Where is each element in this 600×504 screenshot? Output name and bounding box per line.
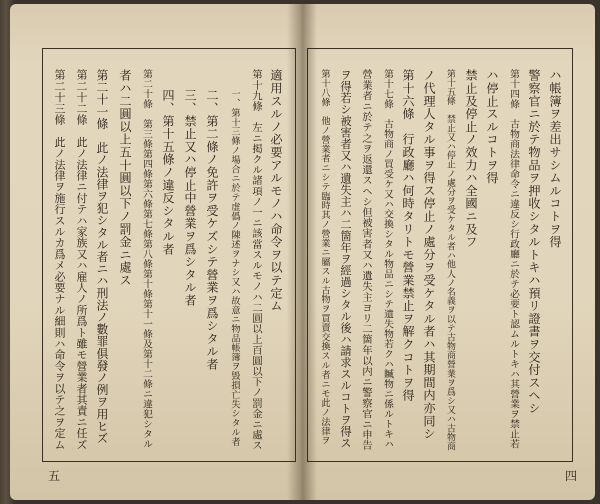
article-15-cont: ノ代理人タル事ヲ得ス停止ノ處分ヲ受ケタル者ハ其期間内亦同シ: [422, 69, 436, 441]
text-column: 禁止及停止ノ效力ハ全國ニ及フ: [464, 69, 478, 249]
article-20-cont: 者ハ二圓以上五十圓以下ノ罰金ニ處ス: [118, 69, 132, 287]
left-page: [10, 4, 301, 500]
article-19: 第十九條 左ニ掲クル諸項ノ一ニ該當スルモノハ二圓以上百圓以下ノ罰金ニ處ス: [250, 69, 262, 451]
page-number: 五: [48, 469, 61, 483]
article-17-cont: 營業者ニ於テ之ヲ返還スヘシ但被害者又ハ遺失主ヨリ二箇年以内ニ警察官ニ申告: [360, 69, 372, 451]
page-number: 四: [565, 469, 578, 483]
article-19-item-1: 一、第十三條ノ場合ニ於テ虚僞ノ陳述ヲナシ又ハ故意ニ物品帳簿ヲ毀損亡失シタル者: [229, 89, 240, 447]
article-23: 第二十三條 此ノ法律ヲ施行スルカ爲メ必要ナル細則ハ命令ヲ以テ之ヲ定ム: [53, 69, 66, 450]
article-16: 第十六條 行政廳ハ何時タリトモ營業禁止ヲ解クコトヲ得: [401, 69, 415, 402]
article-22: 第二十二條 此ノ法律ニ付テハ家族又ハ雇人ノ所爲ト雖モ營業者其責ニ任ズ: [75, 69, 88, 450]
left-text-frame: [42, 48, 296, 462]
article-17: 第十七條 古物商ノ買受ケ又ハ交換シタル物品ニシテ遺失物若クハ贓物ニ係ルトキハ: [382, 69, 393, 449]
article-14: 第十四條 古物商法律命令ニ違反シ行政廳ニ於テ必要ト認ムルトキハ其營業ヲ禁止若: [508, 69, 519, 449]
article-19-item-4: 四、第十五條ノ違反シタル者: [161, 89, 175, 256]
right-text-frame: [307, 48, 573, 462]
article-20: 第二十條 第三條第四條第六條第七條第八條第十條第十一條及第十二條ニ違犯シタル: [141, 69, 152, 449]
article-18: 第十八條 他ノ營業者ニシテ臨時其ノ營業ニ屬スル古物ヲ買賣交換スル者ニモ此ノ法律ヲ: [319, 69, 330, 445]
article-21: 第二十一條 此ノ法律ヲ犯シタル者ニハ刑法ノ數罪俱發ノ例ヲ用ヒズ: [95, 69, 109, 445]
right-page: [301, 4, 595, 500]
article-17-cont: ヲ得若シ被害者又ハ遺失主ハ二箇年ヲ經過シタル後ハ請求スルコトヲ得ス: [339, 69, 352, 449]
article-19-item-3: 三、禁止又ハ停止中營業ヲ爲シタル者: [183, 89, 197, 307]
article-15: 第十五條 禁止又ハ停止ノ處分ヲ受ケタル者ハ他人ノ名義ヲ以テ古物商營業ヲ爲シ又ハ古物商: [445, 69, 455, 451]
article-14-cont: ハ停止スルコトヲ得: [485, 69, 499, 185]
article-19-item-2: 二、第二條ノ免許ヲ受ケズシテ營業ヲ爲シタル者: [205, 89, 219, 371]
text-column: 適用スルノ必要アルモノハ命令ヲ以テ定ム: [269, 69, 283, 313]
text-column: 警察官ニ於テ物品ヲ押收シタルトキハ預リ證書ヲ交付スヘシ: [527, 69, 541, 415]
text-column: ハ帳簿ヲ差出サシムルコトヲ得: [548, 69, 562, 249]
